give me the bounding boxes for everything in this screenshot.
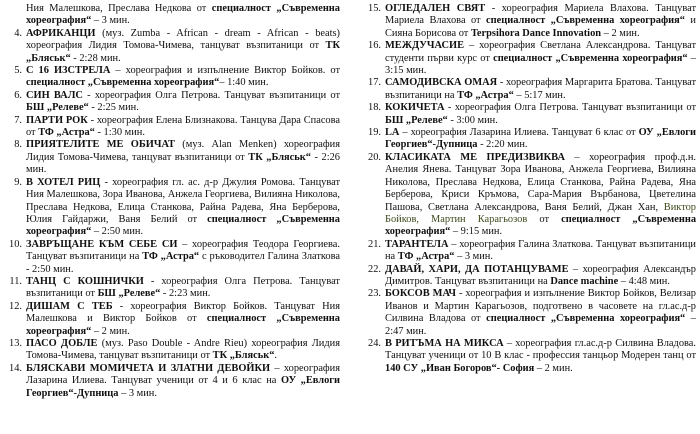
- item-text: – хореография Теодора Георгиева. Танцуват възпитаници на: [26, 238, 340, 263]
- item-text: - 2:28 мин.: [70, 52, 121, 64]
- bold-text: специалност „Съвременна хореография“: [486, 313, 686, 325]
- bold-text: ДИШАМ С ТЕБ: [26, 300, 113, 312]
- bold-text: ТК „Бляськ“: [26, 40, 340, 64]
- bold-text: специалност „Съвременна хореография“: [486, 15, 685, 27]
- item-text: - 2:25 мин.: [88, 102, 139, 114]
- item-number: 20.: [368, 151, 381, 163]
- item-text: – 4:48 мин.: [618, 275, 670, 287]
- item-text: и Сияна Борисова от: [385, 15, 696, 39]
- item-text: - хореография Олга Петрова. Танцуват възпитаници от: [26, 275, 340, 300]
- program-item-12: [4, 301, 340, 338]
- item-text: (муз. Alan Menken) хореография Лидия Томова-Чимева, танцуват възпитаници от: [26, 139, 340, 163]
- item-number: 5.: [14, 65, 22, 77]
- item-number: 13.: [9, 337, 22, 349]
- bold-text: КЛАСИКАТА МЕ ПРЕДИЗВИКВА: [385, 151, 565, 163]
- program-item-10: [4, 239, 340, 276]
- item-text: - хореография Виктор Бойков. Танцуват Ния Малешкова и Виктор Бойков от: [26, 300, 340, 325]
- item-text: – хореография Галина Златкова. Танцуват възпитаници на: [385, 238, 696, 263]
- bold-text: ЗАВРЪЩАНЕ КЪМ СЕБЕ СИ: [26, 238, 178, 250]
- bold-text: специалност „Съвременна хореография“: [26, 3, 340, 27]
- item-number: 6.: [14, 89, 22, 101]
- bold-text: ТАРАНТЕЛА: [385, 238, 449, 250]
- bold-text: ДАВАЙ, ХАРИ, ДА ПОТАНЦУВАМЕ: [385, 263, 569, 275]
- item-text: - хореография гл. ас. д-р Джулия Ромова. Танцуват Ния Малешкова, Зора Иванова, Анжела Георгиева, Вилияна Николова, Преслава Недкова, Елица Станкова, Райна Радева, Яна Берберова, Юлия Гайдаржи, Ваня Белий от: [26, 176, 340, 225]
- bold-text: ПАРТИ РОК: [26, 114, 88, 126]
- program-item-23: [363, 288, 696, 338]
- right-column: [363, 3, 696, 375]
- item-text: – 2:50 мин.: [91, 226, 144, 238]
- item-text: - 1:30 мин.: [94, 127, 145, 139]
- program-item-16: [363, 40, 696, 77]
- bold-text: Terpsihora Dance Innovation: [470, 27, 602, 39]
- bold-text: ТФ „Астра“: [38, 127, 95, 139]
- bold-text: САМОДИВСКА ОМАЯ: [385, 77, 498, 89]
- program-item-7: [4, 115, 340, 140]
- bold-text: специалност „Съвременна хореография“: [493, 52, 688, 64]
- bold-text: LA: [385, 127, 400, 139]
- bold-text: ПАСО ДОБЛЕ: [26, 337, 98, 349]
- bold-text: специалност „Съвременна хореография“: [26, 77, 220, 89]
- item-text: - 2:23 мин.: [160, 288, 211, 300]
- item-text: .: [274, 350, 278, 362]
- program-item-22: [363, 264, 696, 289]
- item-number: 12.: [9, 300, 22, 312]
- bold-text: специалност „Съвременна хореография“: [26, 313, 340, 337]
- bold-text: ТФ „Астра“: [142, 251, 200, 263]
- bold-text: специалност „Съвременна хореография“: [385, 213, 697, 238]
- bold-text: БШ „Релеве“: [26, 102, 89, 114]
- bold-text: специалност „Съвременна хореография“: [26, 213, 340, 238]
- bold-text: ТК „Бляськ“: [212, 350, 275, 362]
- item-text: – 3:15 мин.: [385, 52, 697, 77]
- program-item-17: [363, 77, 696, 102]
- item-text: – хореография Лазарина Илиева. Танцуват 6 клас от: [399, 127, 639, 139]
- item-text: – 2 мин.: [534, 362, 573, 374]
- item-text: – хореография Александър Димитров. Танцуват възпитаници на: [385, 263, 696, 287]
- program-item-18: [363, 102, 696, 127]
- bold-text: БШ „Релеве“: [97, 288, 161, 300]
- bold-text: КОКИЧЕТА: [385, 102, 445, 114]
- item-text: (муз. Zumba - African - dream - African - beats) хореография Лидия Томова-Чимева, танцуват възпитаници от: [26, 27, 340, 52]
- item-number: 18.: [368, 102, 381, 114]
- item-text: от: [527, 213, 562, 225]
- item-number: 9.: [14, 176, 22, 188]
- bold-text: В ХОТЕЛ РИЦ: [26, 176, 101, 188]
- item-text: - хореография Елена Близнакова. Танцува Дара Спасова от: [26, 114, 341, 139]
- item-text: – 2:47 мин.: [385, 313, 696, 337]
- item-number: 11.: [9, 275, 22, 287]
- bold-text: БОКСОВ МАЧ: [385, 288, 457, 300]
- item-text: – 2 мин.: [91, 325, 130, 337]
- item-number: 14.: [9, 362, 22, 374]
- program-item-21: [363, 239, 696, 264]
- item-text: - хореография и изпълнение Виктор Бойков, Велизар Иванов и Мартин Карагьозов, подготвено в часовете на гл.ас.д-р Силвина Владова от: [385, 288, 696, 325]
- bold-text: ПРИЯТЕЛИТЕ МЕ ОБИЧАТ: [26, 139, 175, 151]
- program-item-9: [4, 177, 340, 239]
- item-text: – 1:40 мин.: [219, 77, 269, 89]
- item-text: - хореография Мариела Влахова. Танцуват Мариела Влахова от: [385, 3, 696, 27]
- item-number: 10.: [9, 238, 22, 250]
- program-item-5: [4, 65, 340, 90]
- item-text: – хореография Лазарина Илиева. Танцуват ученици от 4 и 6 клас на: [26, 362, 340, 387]
- item-number: 7.: [14, 114, 22, 126]
- item-text: – хореография Светлана Александрова. Танцуват студенти първи курс от: [385, 40, 696, 64]
- bold-text: ТК „Бляськ“: [248, 151, 311, 163]
- item-text: – 3 мин.: [91, 15, 130, 27]
- item-text: Ния Малешкова, Преслава Недкова от: [26, 3, 212, 14]
- item-number: 15.: [368, 3, 381, 14]
- item-text: – 2 мин.: [601, 27, 640, 39]
- item-number: 24.: [368, 337, 381, 349]
- bold-text: ТФ „Астра“: [457, 89, 514, 101]
- item-text: - хореография Олга Петрова. Танцуват възпитаници от: [444, 102, 696, 114]
- item-number: 21.: [368, 238, 381, 250]
- bold-text: ОУ „Евлоги Георгиев“-Дупница: [26, 375, 340, 399]
- item-text: - 2:20 мин.: [477, 139, 528, 151]
- item-text: – хореография и изпълнение Виктор Бойков. от: [110, 65, 340, 77]
- left-column: [4, 3, 340, 400]
- item-number: 8.: [14, 139, 22, 151]
- program-item-continued: [4, 3, 340, 28]
- program-item-4: [4, 28, 340, 65]
- item-text: – 3 мин.: [118, 387, 157, 399]
- bold-text: ОГЛЕДАЛЕН СВЯТ: [385, 3, 486, 14]
- item-number: 4.: [14, 27, 22, 39]
- item-text: - 3:00 мин.: [447, 114, 498, 126]
- bold-text: МЕЖДУЧАСИЕ: [385, 40, 465, 52]
- item-number: 22.: [368, 263, 381, 275]
- bold-text: В РИТЪМА НА МИКСА: [385, 337, 504, 349]
- item-number: 23.: [368, 288, 381, 300]
- bold-text: АФРИКАНЦИ: [26, 27, 96, 39]
- program-item-24: [363, 338, 696, 375]
- bold-text: СИН ВАЛС: [26, 89, 83, 101]
- program-item-6: [4, 90, 340, 115]
- bold-text: БШ „Релеве“: [385, 114, 448, 126]
- item-text: – 5:17 мин.: [513, 89, 566, 101]
- program-item-8: [4, 139, 340, 176]
- item-text: - хореография Маргарита Братова. Танцуват възпитаници на: [385, 77, 696, 101]
- item-text: - 2:26 мин.: [26, 151, 340, 176]
- program-item-20: [363, 152, 696, 239]
- item-text: (муз. Paso Double - Andre Rieu) хореография Лидия Томова-Чимева, танцуват възпитаници от: [26, 337, 340, 362]
- program-item-14: [4, 363, 340, 400]
- item-text: – 3 мин.: [454, 251, 493, 263]
- item-text: - хореография Олга Петрова. Танцуват възпитаници от: [82, 89, 340, 101]
- highlighted-text: Виктор Бойков, Мартин Карагьозов: [385, 201, 696, 225]
- bold-text: 140 СУ „Иван Богоров“- София: [385, 362, 535, 374]
- bold-text: ОУ „Евлоги Георгиев“-Дупница: [385, 127, 696, 151]
- program-item-13: [4, 338, 340, 363]
- item-text: – хореография проф.д.н. Анелия Янева. Танцуват Зора Иванова, Анжела Георгиева, Вилияна Николова, Преслава Недкова, Елица Станкова, Райна Радева, Яна Берберова, Криси Кръмова, Сара-Мария Върбанова, Цветелина Пашова, Светлана Александрова, Ваня Белий, Джан Хан,: [385, 151, 696, 213]
- item-number: 17.: [368, 77, 381, 89]
- bold-text: Dance machine: [550, 275, 619, 287]
- item-number: 16.: [368, 40, 381, 52]
- bold-text: ТАНЦ С КОШНИЧКИ: [26, 275, 144, 287]
- bold-text: ТФ „Астра“: [397, 251, 455, 263]
- program-item-19: [363, 127, 696, 152]
- bold-text: С 16 ИЗСТРЕЛА: [26, 65, 111, 77]
- program-item-15: [363, 3, 696, 40]
- item-number: 19.: [368, 127, 381, 139]
- item-text: – хореография гл.ас.д-р Силвина Владова. Танцуват ученици от 10 В клас - профессия танцьор Модерен танц от: [385, 337, 696, 362]
- item-text: – 9:15 мин.: [450, 226, 503, 238]
- item-text: с ръководител Галина Златкова - 2:50 мин.: [26, 251, 340, 275]
- bold-text: БЛЯСКАВИ МОМИЧЕТА И ЗЛАТНИ ДЕВОЙКИ: [26, 362, 271, 374]
- program-item-11: [4, 276, 340, 301]
